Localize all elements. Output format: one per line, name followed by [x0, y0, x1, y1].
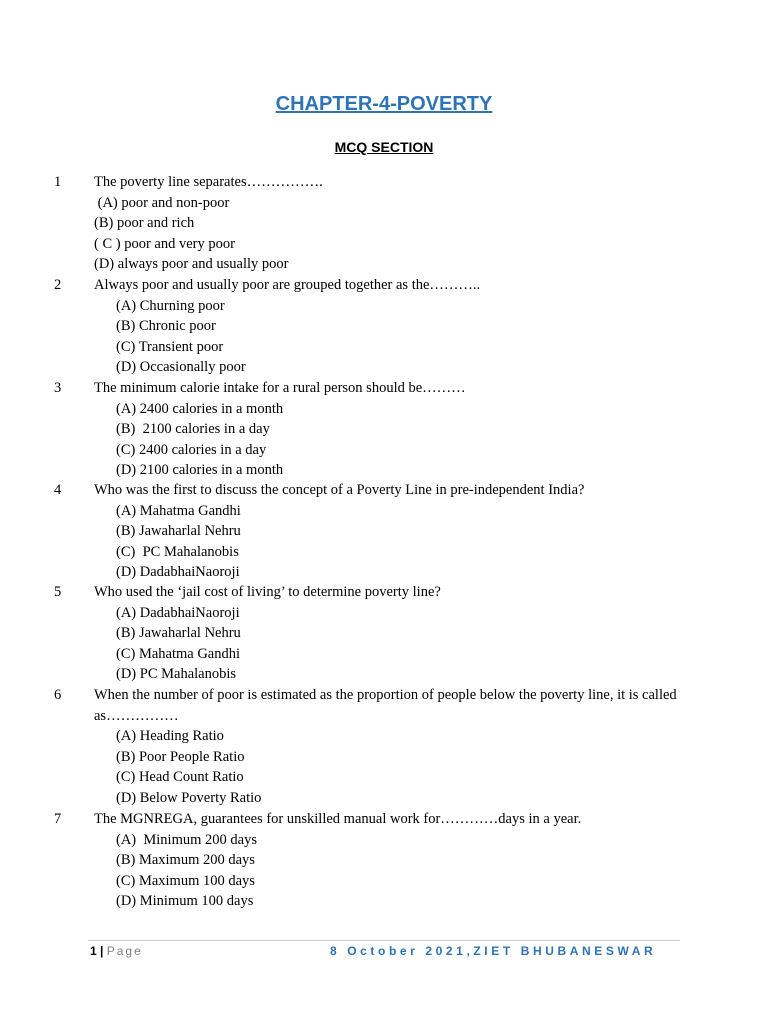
question-text: Who was the first to discuss the concept of a Poverty Line in pre-independent India? — [94, 482, 585, 498]
page-label: Page — [106, 944, 143, 958]
question-text: Who used the ‘jail cost of living’ to determine poverty line? — [94, 584, 441, 600]
question-text-continued: as…………… — [94, 707, 179, 724]
option-a: (A) Mahatma Gandhi — [116, 502, 241, 519]
option-d: (D) DadabhaiNaoroji — [116, 564, 240, 581]
option-c: (C) Transient poor — [116, 338, 224, 355]
question-number: 4 — [54, 482, 62, 498]
footer-page-info — [90, 944, 143, 958]
question-text: The poverty line separates……………. — [94, 174, 323, 190]
option-b: (B) Chronic poor — [116, 318, 216, 335]
footer-divider — [88, 940, 680, 941]
option-d: (D) Below Poverty Ratio — [116, 789, 262, 806]
option-b: (B) poor and rich — [94, 215, 195, 232]
option-list — [94, 193, 289, 275]
page-number: 1 — [90, 944, 97, 958]
option-d: (D) always poor and usually poor — [94, 256, 289, 273]
option-c: (C) 2400 calories in a day — [116, 441, 267, 458]
option-b: (B) Maximum 200 days — [116, 852, 255, 869]
question-number: 7 — [54, 811, 62, 827]
option-b: (B) Jawaharlal Nehru — [116, 523, 241, 540]
option-list — [116, 399, 283, 481]
option-list — [116, 501, 241, 583]
option-c: (C) PC Mahalanobis — [116, 543, 239, 560]
option-c: ( C ) poor and very poor — [94, 235, 235, 252]
option-c: (C) Head Count Ratio — [116, 769, 244, 786]
option-list — [116, 830, 257, 912]
question-number: 1 — [54, 174, 62, 190]
question-text: The MGNREGA, guarantees for unskilled manual work for…………days in a year. — [94, 811, 582, 827]
option-a: (A) Heading Ratio — [116, 728, 224, 745]
section-title: MCQ SECTION — [334, 139, 434, 155]
question-number: 2 — [54, 277, 62, 293]
option-a: (A) DadabhaiNaoroji — [116, 604, 240, 621]
option-a: (A) 2400 calories in a month — [116, 400, 284, 417]
option-list — [116, 726, 261, 808]
option-c: (C) Maximum 100 days — [116, 872, 255, 889]
question-number: 3 — [54, 380, 62, 396]
footer-date-org: 8 October 2021,ZIET BHUBANESWAR — [330, 944, 657, 958]
chapter-title: CHAPTER-4-POVERTY — [275, 93, 493, 115]
option-list — [116, 296, 246, 378]
option-d: (D) Minimum 100 days — [116, 893, 254, 910]
option-a: (A) Minimum 200 days — [116, 831, 257, 848]
option-b: (B) 2100 calories in a day — [116, 421, 270, 438]
option-list — [116, 603, 241, 685]
question-number: 6 — [54, 687, 62, 703]
option-d: (D) PC Mahalanobis — [116, 666, 237, 683]
option-d: (D) 2100 calories in a month — [116, 462, 284, 479]
question-number: 5 — [54, 584, 62, 600]
question-text: The minimum calorie intake for a rural person should be……… — [94, 380, 466, 396]
option-b: (B) Jawaharlal Nehru — [116, 625, 241, 642]
option-c: (C) Mahatma Gandhi — [116, 645, 241, 662]
option-a: (A) Churning poor — [116, 297, 225, 314]
question-text: Always poor and usually poor are grouped together as the……….. — [94, 277, 481, 293]
page-separator: | — [96, 944, 107, 958]
question-text: When the number of poor is estimated as the proportion of people below the poverty line, it is called — [94, 687, 677, 703]
option-d: (D) Occasionally poor — [116, 359, 246, 376]
option-a: (A) poor and non-poor — [94, 194, 230, 211]
option-b: (B) Poor People Ratio — [116, 748, 245, 765]
